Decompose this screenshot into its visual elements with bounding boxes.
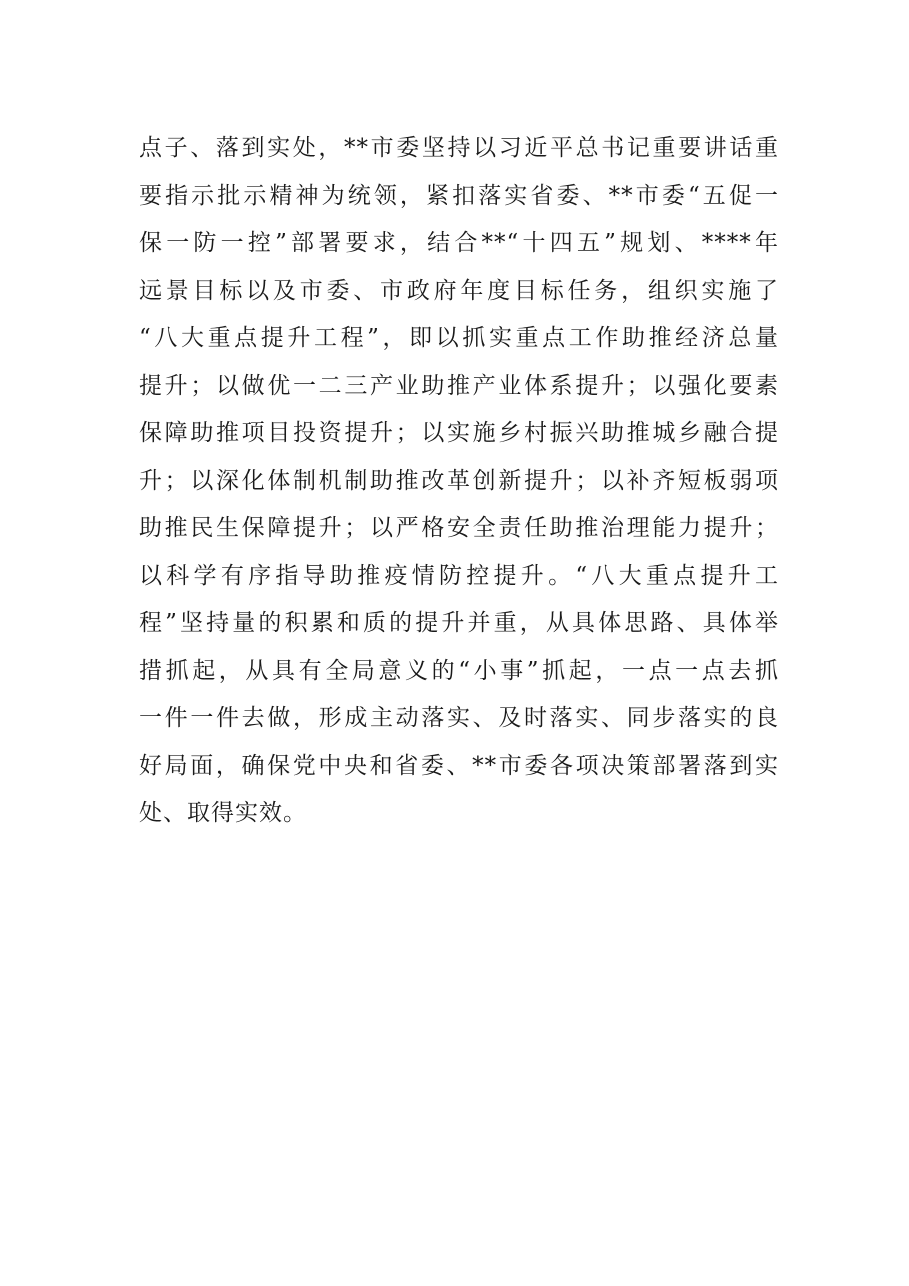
paragraph-line: 保障助推项目投资提升；以实施乡村振兴助推城乡融合提 xyxy=(139,420,779,446)
paragraph-line: 一件一件去做，形成主动落实、及时落实、同步落实的良 xyxy=(139,705,779,731)
paragraph-line: 要指示批示精神为统领，紧扣落实省委、**市委“五促一 xyxy=(139,182,779,209)
paragraph-line: 保一防一控”部署要求，结合**“十四五”规划、****年 xyxy=(139,230,779,256)
paragraph-line: 处、取得实效。 xyxy=(139,800,307,826)
paragraph-line: 好局面，确保党中央和省委、**市委各项决策部署落到实 xyxy=(139,752,779,779)
paragraph-line: 措抓起，从具有全局意义的“小事”抓起，一点一点去抓 xyxy=(139,657,779,684)
paragraph-line: “八大重点提升工程”，即以抓实重点工作助推经济总量 xyxy=(139,325,779,351)
body-paragraph xyxy=(139,125,779,838)
paragraph-line: 远景目标以及市委、市政府年度目标任务，组织实施了 xyxy=(139,277,779,304)
paragraph-line: 点子、落到实处，**市委坚持以习近平总书记重要讲话重 xyxy=(139,135,779,161)
paragraph-line: 以科学有序指导助推疫情防控提升。“八大重点提升工 xyxy=(139,562,779,589)
paragraph-line: 提升；以做优一二三产业助推产业体系提升；以强化要素 xyxy=(139,372,779,399)
paragraph-line: 程”坚持量的积累和质的提升并重，从具体思路、具体举 xyxy=(139,610,779,636)
paragraph-line: 升；以深化体制机制助推改革创新提升；以补齐短板弱项 xyxy=(139,467,779,494)
paragraph-line: 助推民生保障提升；以严格安全责任助推治理能力提升； xyxy=(139,515,779,541)
